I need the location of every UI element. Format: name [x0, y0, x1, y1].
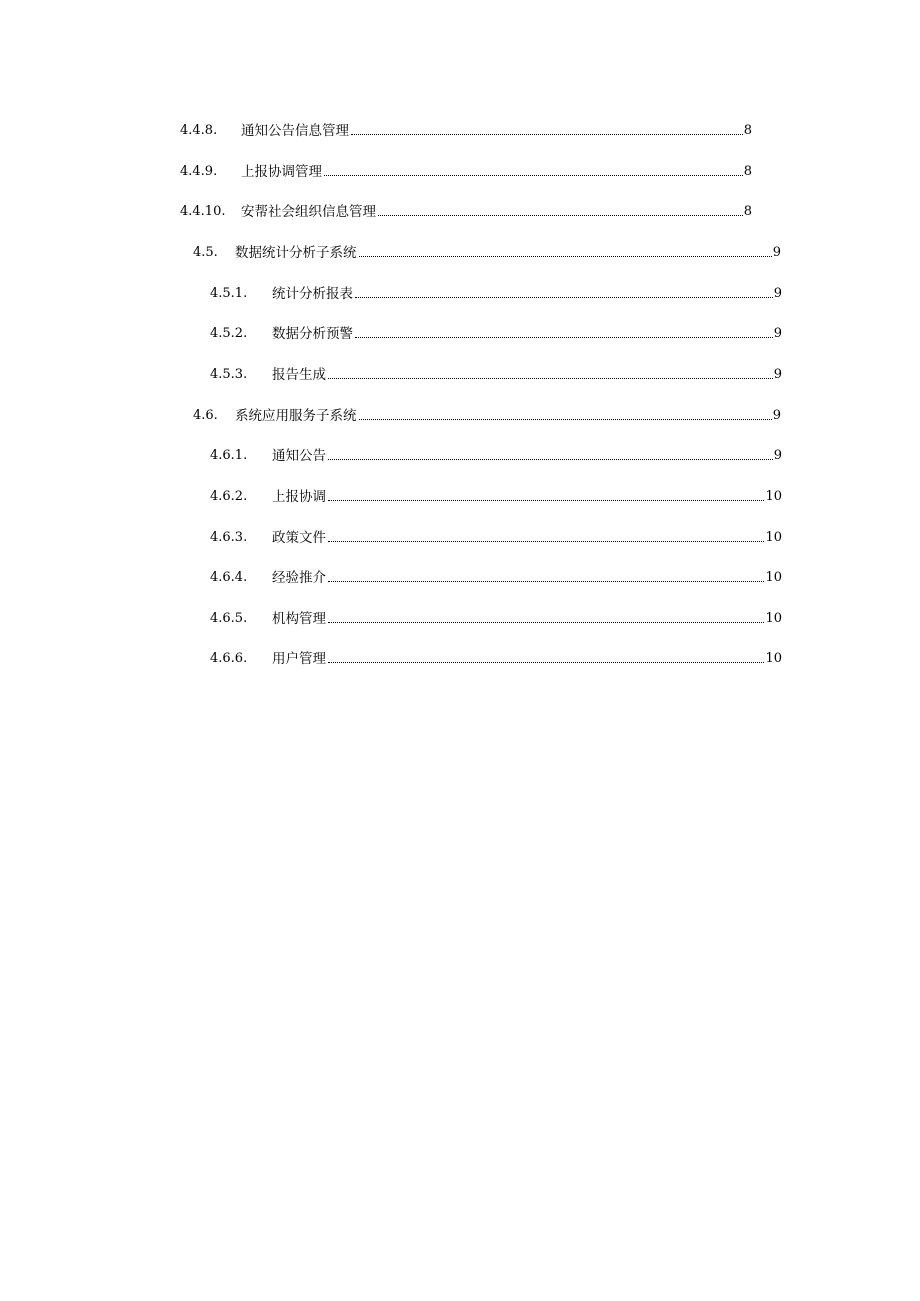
toc-entry-page: 10: [765, 651, 782, 666]
toc-entry-page: 9: [773, 286, 782, 301]
toc-entry-number: 4.6.: [193, 408, 218, 423]
toc-entry-number: 4.5.: [193, 245, 218, 260]
toc-entry[interactable]: [180, 119, 752, 139]
toc-dot-leader: [328, 581, 764, 582]
toc-entry-title: 统计分析报表: [272, 286, 353, 302]
toc-entry-page: 8: [743, 204, 752, 219]
toc-entry[interactable]: [193, 404, 781, 424]
toc-entry-number: 4.6.2.: [210, 489, 248, 504]
toc-entry[interactable]: [210, 607, 782, 627]
toc-entry-page: 10: [765, 489, 782, 504]
toc-dot-leader: [378, 215, 743, 216]
toc-entry-number: 4.6.5.: [210, 611, 248, 626]
toc-entry-title: 报告生成: [272, 367, 326, 383]
toc-entry[interactable]: [210, 485, 782, 505]
toc-entry-page: 9: [772, 245, 781, 260]
toc-entry-title: 机构管理: [272, 611, 326, 627]
toc-entry-title: 政策文件: [272, 530, 326, 546]
toc-entry-title: 通知公告信息管理: [241, 123, 349, 139]
toc-entry-number: 4.5.2.: [210, 326, 248, 341]
toc-entry-title: 系统应用服务子系统: [235, 408, 357, 424]
toc-dot-leader: [328, 541, 764, 542]
toc-entry[interactable]: [210, 566, 782, 586]
toc-dot-leader: [351, 134, 743, 135]
toc-entry-title: 安帮社会组织信息管理: [241, 204, 376, 220]
toc-entry-number: 4.6.6.: [210, 651, 248, 666]
toc-entry-page: 9: [773, 326, 782, 341]
toc-entry-page: 8: [743, 123, 752, 138]
toc-dot-leader: [328, 500, 764, 501]
toc-dot-leader: [328, 662, 764, 663]
toc-entry-number: 4.6.4.: [210, 570, 248, 585]
toc-entry-title: 用户管理: [272, 651, 326, 667]
toc-entry-number: 4.4.10.: [180, 204, 226, 219]
toc-entry-title: 通知公告: [272, 448, 326, 464]
toc-dot-leader: [328, 622, 764, 623]
toc-entry-title: 上报协调: [272, 489, 326, 505]
toc-entry-number: 4.4.9.: [180, 164, 218, 179]
toc-entry[interactable]: [193, 241, 781, 261]
toc-entry-number: 4.4.8.: [180, 123, 218, 138]
toc-entry-page: 10: [765, 570, 782, 585]
toc-entry[interactable]: [210, 282, 782, 302]
toc-dot-leader: [355, 337, 773, 338]
toc-entry-number: 4.6.3.: [210, 530, 248, 545]
toc-dot-leader: [328, 378, 773, 379]
toc-entry-title: 上报协调管理: [241, 164, 322, 180]
toc-entry-page: 10: [765, 611, 782, 626]
toc-dot-leader: [359, 256, 772, 257]
toc-dot-leader: [328, 459, 773, 460]
toc-entry[interactable]: [210, 647, 782, 667]
toc-entry-title: 数据分析预警: [272, 326, 353, 342]
toc-entry-number: 4.6.1.: [210, 448, 248, 463]
toc-entry-number: 4.5.1.: [210, 286, 248, 301]
toc-entry[interactable]: [180, 200, 752, 220]
toc-entry-page: 10: [765, 530, 782, 545]
toc-entry-page: 9: [772, 408, 781, 423]
toc-dot-leader: [359, 419, 772, 420]
toc-entry-page: 9: [773, 367, 782, 382]
toc-entry[interactable]: [210, 444, 782, 464]
toc-entry-title: 经验推介: [272, 570, 326, 586]
toc-dot-leader: [355, 297, 773, 298]
toc-entry[interactable]: [210, 526, 782, 546]
toc-entry[interactable]: [210, 363, 782, 383]
toc-entry[interactable]: [210, 322, 782, 342]
toc-dot-leader: [324, 175, 743, 176]
toc-entry-title: 数据统计分析子系统: [235, 245, 357, 261]
toc-entry-number: 4.5.3.: [210, 367, 248, 382]
toc-entry-page: 8: [743, 164, 752, 179]
toc-entry-page: 9: [773, 448, 782, 463]
toc-entry[interactable]: [180, 160, 752, 180]
